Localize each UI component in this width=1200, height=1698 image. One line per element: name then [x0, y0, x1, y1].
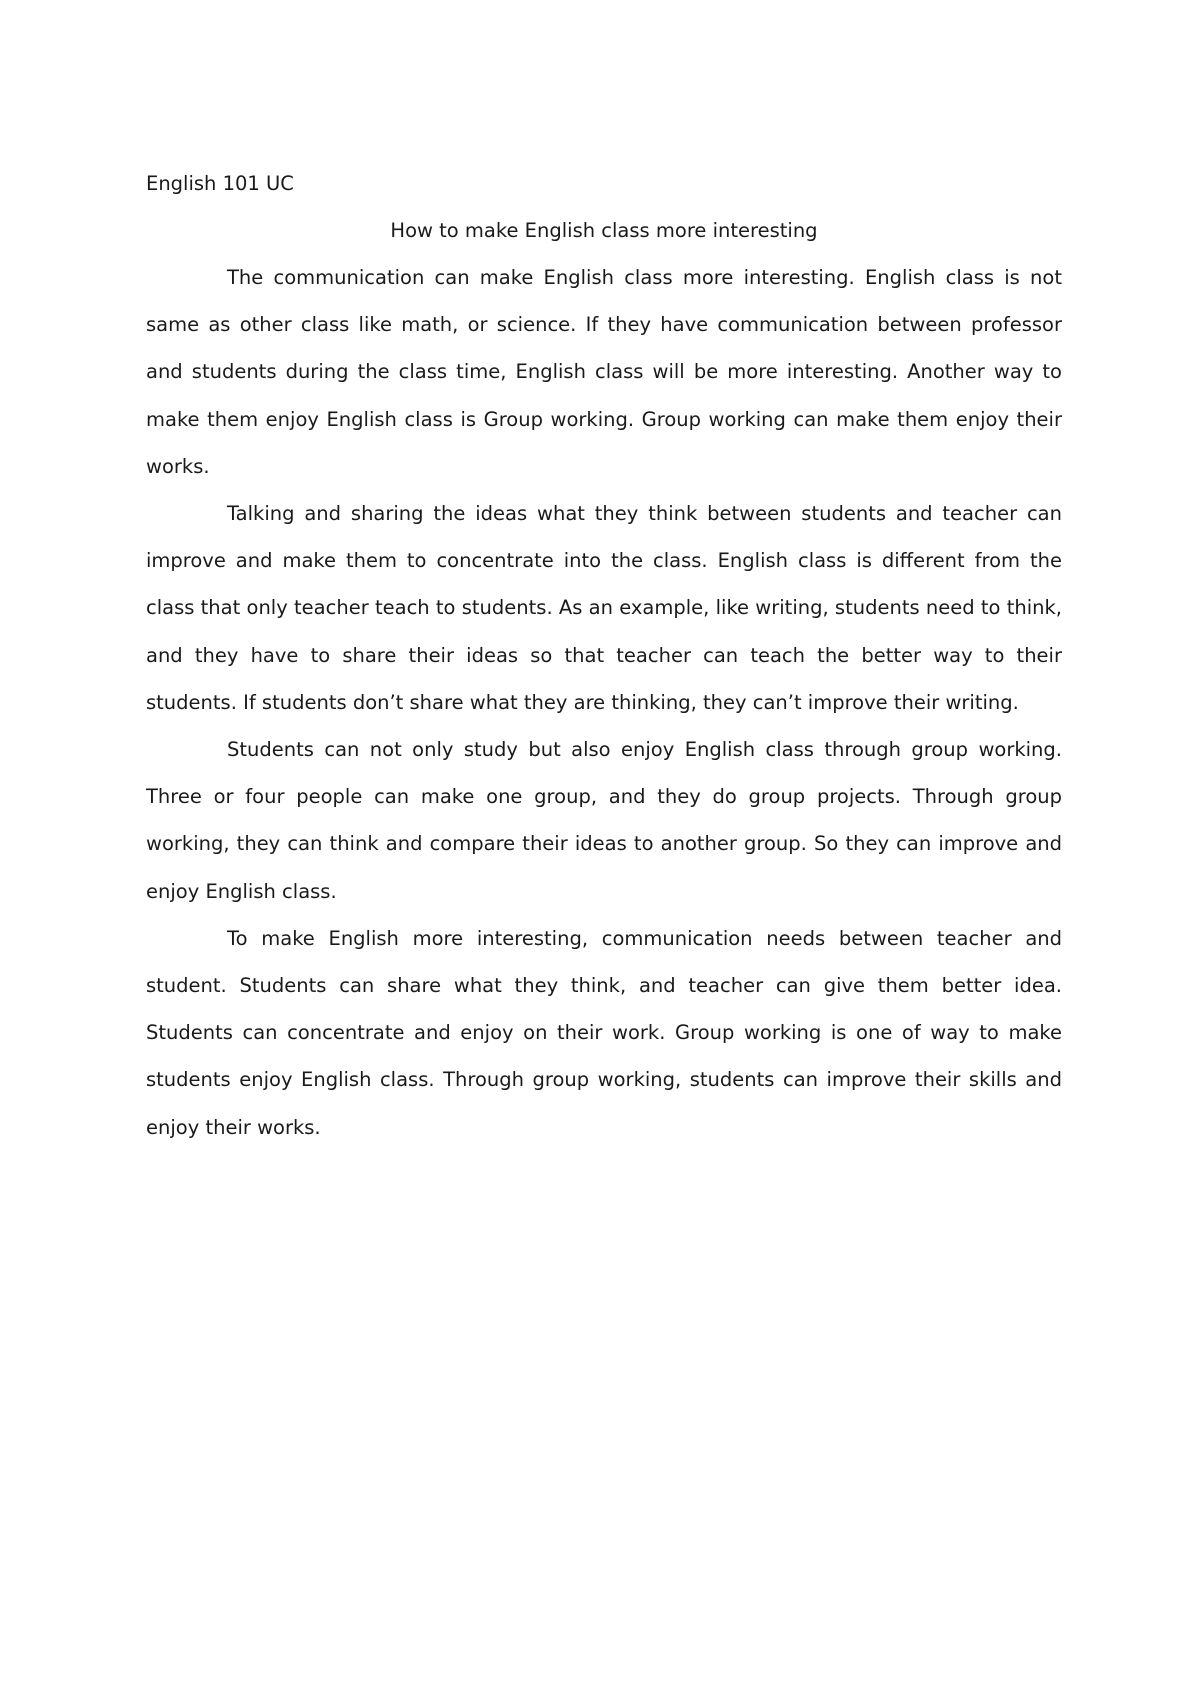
- paragraph-1: The communication can make English class more interesting. English class is not same as other class like math, or science. If they have communication between professor and students during the class time, English class will be more interesting. Another way to make them enjoy English class is Group working. Group working can make them enjoy their works.: [146, 266, 1062, 478]
- course-heading: English 101 UC: [146, 172, 294, 195]
- paragraph-2: Talking and sharing the ideas what they think between students and teacher can improve and make them to concentrate into the class. English class is different from the class that only teacher teach to students. As an example, like writing, students need to think, and they have to share their ideas so that teacher can teach the better way to their students. If students don’t share what they are thinking, they can’t improve their writing.: [146, 502, 1062, 714]
- paragraph-3: Students can not only study but also enjoy English class through group working. Three or four people can make one group, and they do group projects. Through group working, they can think and compare their ideas to another group. So they can improve and enjoy English class.: [146, 738, 1062, 903]
- essay-title: How to make English class more interesting: [390, 219, 818, 242]
- paragraph-4: To make English more interesting, communication needs between teacher and student. Students can share what they think, and teacher can give them better idea. Students can concentrate and enjoy on their work. Group working is one of way to make students enjoy English class. Through group working, students can improve their skills and enjoy their works.: [146, 926, 1062, 1139]
- document-body: [146, 160, 1062, 1151]
